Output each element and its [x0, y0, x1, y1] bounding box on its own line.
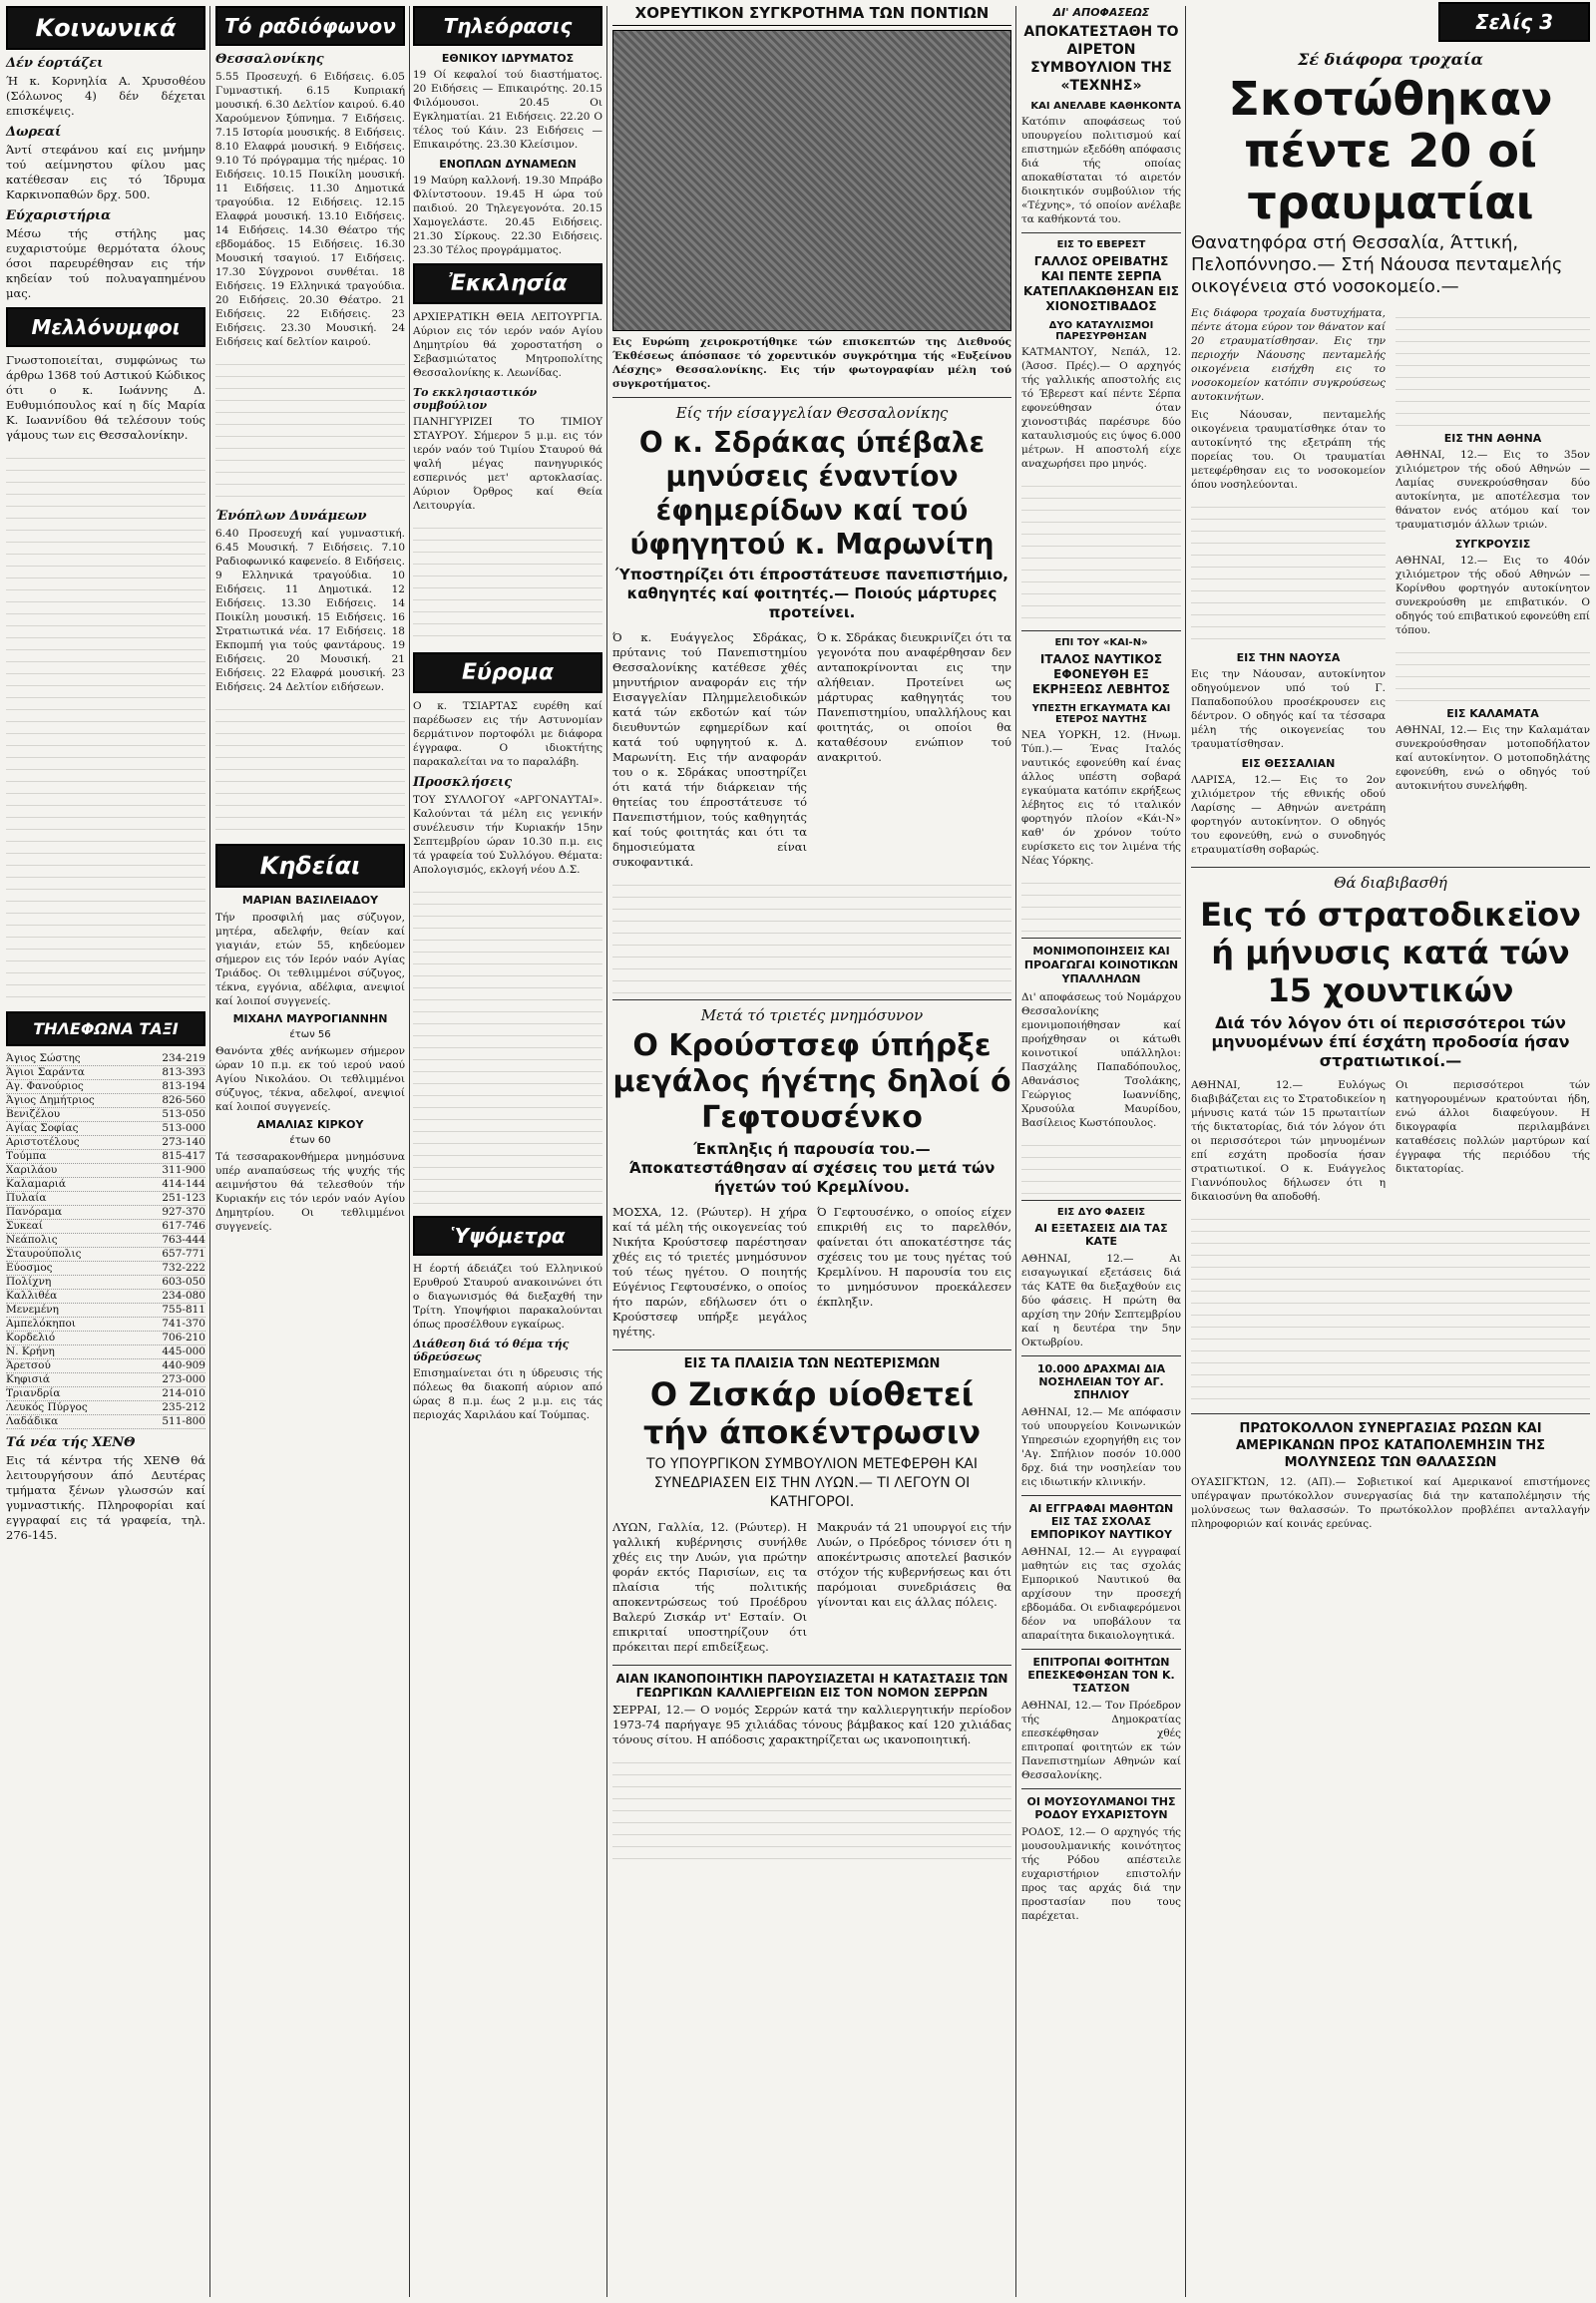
- article-headline: ΑΙ ΕΓΓΡΑΦΑΙ ΜΑΘΗΤΩΝ ΕΙΣ ΤΑΣ ΣΧΟΛΑΣ ΕΜΠΟΡΙΚΟΥ ΝΑΥΤΙΚΟΥ: [1028, 1502, 1174, 1541]
- article-text: Μακρυάν τά 21 υπουργοί εις τήν Λυών, ο Πρόεδρος τόνισεν ότι η αποκέντρωσις αποτελεί βασικόν στόχον τής κυβερνήσεως και ότι παρόμοιαι συνεδριάσεις θα γίνονται και εις άλλας πόλεις.: [817, 1520, 1011, 1609]
- article-headline: Εις τό στρατοδικεϊον ή μήνυσις κατά τών 15 χουντικών: [1200, 896, 1581, 1009]
- divider: [1021, 1649, 1181, 1650]
- article-text: ΜΟΣΧΑ, 12. (Ρώυτερ). Η χήρα καί τά μέλη τής οικογενείας τού Νικήτα Κρούστσεφ παρέστησαν χθές εις τό τριετές μνημόσυνον τού τέως ηγέτου. Ο ποιητής Εύγένιος Γεφτουσένκο, ο οποίος ήτο παρών, εδήλωσεν ότι ο Κρούστσεφ υπήρξε μεγάλος ηγέτης.: [612, 1205, 807, 1339]
- article-kicker: Σέ διάφορα τροχαία: [1298, 50, 1483, 69]
- article-kicker: ΕΙΣ ΔΥΟ ΦΑΣΕΙΣ: [1056, 1207, 1146, 1218]
- taxi-phone: 214-010: [162, 1387, 205, 1399]
- article-text: Ή κ. Κορνηλία Α. Χρυσοθέου (Σόλωνος 4) δέν δέχεται επισκέψεις.: [6, 74, 205, 118]
- article-headline: Ο Κρούστσεφ ύπήρξε μεγάλος ήγέτης δηλοί ό Γεφτουσένκο: [612, 1028, 1011, 1135]
- text-block-placeholder: [1396, 641, 1590, 701]
- taxi-row: [6, 1164, 205, 1178]
- taxi-phone: 815-417: [162, 1150, 205, 1162]
- article-kicker: Μετά τό τριετές μνημόσυνον: [700, 1006, 924, 1024]
- taxi-name: Αγίας Σοφίας: [6, 1122, 79, 1134]
- page-number-label: Σελίς 3: [1438, 2, 1590, 42]
- taxi-row: [6, 1192, 205, 1206]
- column-rule: [1015, 6, 1016, 2297]
- text-block-placeholder: [612, 1751, 1011, 1861]
- article-deck: ΤΟ ΥΠΟΥΡΓΙΚΟΝ ΣΥΜΒΟΥΛΙΟΝ ΜΕΤΕΦΕΡΘΗ ΚΑΙ ΣΥΝΕΔΡΙΑΣΕΝ ΕΙΣ ΤΗΝ ΛΥΩΝ.— ΤΙ ΛΕΓΟΥΝ ΟΙ ΚΑΤΗΓΟΡΟΙ.: [646, 1456, 978, 1510]
- text-block-placeholder: [612, 874, 1011, 993]
- taxi-name: Τούμπα: [6, 1150, 47, 1162]
- article-headline: ΑΠΟΚΑΤΕΣΤΑΘΗ ΤΟ ΑΙΡΕΤΟΝ ΣΥΜΒΟΥΛΙΟΝ ΤΗΣ «ΤΕΧΝΗΣ»: [1023, 24, 1179, 94]
- section-subhead: ΕΙΣ ΘΕΣΣΑΛΙΑΝ: [1241, 757, 1336, 770]
- section-subhead: ΕΝΟΠΛΩΝ ΔΥΝΑΜΕΩΝ: [439, 158, 577, 171]
- taxi-name: Λαδάδικα: [6, 1415, 59, 1427]
- article-text: Οι περισσότεροι τών κατηγορουμένων κρατούνται ήδη, ενώ άλλοι διαφεύγουν. Η δικογραφία περιλαμβάνει καταθέσεις πολλών μαρτύρων καί έγγραφα τής περιόδου τής δικτατορίας.: [1396, 1079, 1590, 1175]
- article-text: ΚΑΤΜΑΝΤΟΥ, Νεπάλ, 12. (Άσοσ. Πρές).— Ο αρχηγός τής γαλλικής αποστολής εις τό Έβερεστ καί πέντε Σέρπα εφονεύθησαν όταν χιονοστιβάς παρέσυρε δύο καταυλισμούς εις ύψος 6.000 μέτρων. Η αποστολή είχε αναχωρήσει προ μηνός.: [1021, 346, 1181, 470]
- divider: [1021, 1200, 1181, 1201]
- divider: [1021, 1788, 1181, 1789]
- text-block-placeholder: [1021, 1134, 1181, 1194]
- taxi-phone: 513-000: [162, 1122, 205, 1134]
- article-kicker: ΔΙ' ΑΠΟΦΑΣΕΩΣ: [1052, 6, 1150, 19]
- taxi-row: [6, 1332, 205, 1345]
- section-subhead: Το εκκλησιαστικόν συμβούλιον: [413, 386, 538, 412]
- taxi-name: Πυλαία: [6, 1192, 47, 1204]
- article-columns: [612, 630, 1011, 874]
- taxi-name: Καλλιθέα: [6, 1290, 58, 1302]
- text-block-placeholder: [1396, 306, 1590, 426]
- taxi-row: [6, 1359, 205, 1373]
- text-block-placeholder: [413, 517, 602, 646]
- article-text: Κατόπιν αποφάσεως τού υπουργείου πολιτισμού καί επιστημών εξεδόθη απόφασις διά τής οποίας αποκαθίσταται τό αιρετόν διοικητικόν συμβούλιον τής «Τέχνης», τό οποίον ανέλαβε τα καθήκοντά του.: [1021, 116, 1181, 225]
- divider: [1021, 630, 1181, 631]
- article-text: ΑΘΗΝΑΙ, 12.— Τον Πρόεδρον τής Δημοκρατίας επεσκέφθησαν χθές επιτροπαί φοιτητών εκ τών Πανεπιστημίων Αθηνών καί Θεσσαλονίκης.: [1021, 1700, 1181, 1781]
- section-subhead: ΕΘΝΙΚΟΥ ΙΔΡΥΜΑΤΟΣ: [441, 52, 575, 65]
- article-text: Τά τεσσαρακονθήμερα μνημόσυνα υπέρ αναπαύσεως τής ψυχής τής αειμνήστου θά τελεσθούν τήν Κυριακήν εις τόν ιερόν ναόν Αγίου Δημητρίου. Οι τεθλιμμένοι συγγενείς.: [215, 1151, 405, 1233]
- article-kicker: Θά διαβιβασθή: [1334, 874, 1447, 892]
- taxi-row: [6, 1290, 205, 1304]
- section-subhead: Δέν έορτάζει: [6, 56, 104, 71]
- taxi-phone: 440-909: [162, 1359, 205, 1371]
- taxi-name: Μενεμένη: [6, 1304, 59, 1316]
- text-block-placeholder: [413, 881, 602, 1210]
- column-6: [1191, 0, 1590, 2303]
- funerals-banner: Κηδείαι: [215, 844, 405, 888]
- article-headline: ΙΤΑΛΟΣ ΝΑΥΤΙΚΟΣ ΕΦΟΝΕΥΘΗ ΕΞ ΕΚΡΗΞΕΩΣ ΛΕΒΗΤΟΣ: [1032, 652, 1170, 696]
- taxi-name: Εύοσμος: [6, 1262, 53, 1274]
- taxi-phone: 513-050: [162, 1108, 205, 1120]
- taxi-name: Χαριλάου: [6, 1164, 58, 1176]
- article-text: Ό Γεφτουσένκο, ο οποίος είχεν επικριθή εις το παρελθόν, φαίνεται ότι αποκατέστησε τάς σχέσεις του με τους ηγέτας τού Κρεμλίνου. Η παρουσία του εις το μνημόσυνον προεκάλεσεν έκπληξιν.: [817, 1205, 1011, 1309]
- article-kicker: ΕΠΙ ΤΟΥ «ΚΑΙ-Ν»: [1054, 637, 1148, 648]
- article-text: ΤΟΥ ΣΥΛΛΟΓΟΥ «ΑΡΓΟΝΑΥΤΑΙ». Καλούνται τά μέλη εις γενικήν συνέλευσιν τήν Κυριακήν 15ην Σεπτεμβρίου ώραν 10.30 π.μ. εις τά γραφεία τού Συλλόγου. Θέματα: Απολογισμός, εκλογή νέου Δ.Σ.: [413, 794, 602, 876]
- section-subhead: Δωρεαί: [6, 125, 62, 140]
- church-banner: Ἐκκλησία: [413, 263, 602, 304]
- divider: [1191, 1413, 1590, 1414]
- taxi-phone: 741-370: [162, 1318, 205, 1330]
- text-block-placeholder: [6, 447, 205, 1005]
- taxi-phone: 927-370: [162, 1206, 205, 1218]
- taxi-phone: 657-771: [162, 1248, 205, 1260]
- article-headline: Ο Ζισκάρ υίοθετεί τήν άποκέντρωσιν: [642, 1375, 982, 1451]
- taxi-row: [6, 1318, 205, 1332]
- taxi-row: [6, 1387, 205, 1401]
- article-kicker: Είς τήν είσαγγελίαν Θεσσαλονίκης: [675, 404, 949, 422]
- section-subhead: ΕΙΣ ΚΑΛΑΜΑΤΑ: [1446, 707, 1539, 720]
- taxi-row: [6, 1415, 205, 1429]
- funeral-name: ΑΜΑΛΙΑΣ ΚΙΡΚΟΥ: [256, 1118, 364, 1131]
- article-columns: [1191, 1078, 1590, 1208]
- taxi-row: [6, 1373, 205, 1387]
- article-text: ΡΟΔΟΣ, 12.— Ο αρχηγός τής μουσουλμανικής κοινότητος τής Ρόδου απέστειλε ευχαριστήριον επιστολήν προς τας αρχάς διά την προστασίαν που τους παρέχεται.: [1021, 1826, 1181, 1922]
- article-headline: ΠΡΩΤΟΚΟΛΛΟΝ ΣΥΝΕΡΓΑΣΙΑΣ ΡΩΣΩΝ ΚΑΙ ΑΜΕΡΙΚΑΝΩΝ ΠΡΟΣ ΚΑΤΑΠΟΛΕΜΗΣΙΝ ΤΗΣ ΜΟΛΥΝΣΕΩΣ ΤΩΝ ΘΑΛΑΣΣΩΝ: [1235, 1421, 1546, 1470]
- taxi-phone: 813-194: [162, 1080, 205, 1092]
- taxi-phone: 763-444: [162, 1234, 205, 1246]
- article-text: ΑΘΗΝΑΙ, 12.— Εις το 35ον χιλιόμετρον τής οδού Αθηνών — Λαμίας συνεκρούσθησαν δύο αυτοκίνητα, με αποτέλεσμα τον θάνατον ενός ατόμου καί τον τραυματισμόν άλλων τριών.: [1396, 449, 1590, 531]
- article-text: ΑΡΧΙΕΡΑΤΙΚΗ ΘΕΙΑ ΛΕΙΤΟΥΡΓΙΑ. Αύριον εις τόν ιερόν ναόν Αγίου Δημητρίου θά χοροστατήση ο Σεβασμιώτατος Μητροπολίτης Θεσσαλονίκης κ. Λεωνίδας.: [413, 311, 602, 379]
- article-headline: Ο κ. Σδράκας ύπέβαλε μηνύσεις έναντίον έφημερίδων καί τού ύφηγητού κ. Μαρωνίτη: [629, 426, 995, 561]
- taxi-row: [6, 1206, 205, 1220]
- article-text: ΑΘΗΝΑΙ, 12.— Ευλόγως διαβιβάζεται εις το Στρατοδικείον η μήνυσις κατά τών 15 πρωταιτίων τής δικτατορίας, διά τόν λόγον ότι οι περισσότεροι τών μηνυομένων επί εσχάτη προδοσία ήσαν στρατιωτικοί. Ο κ. Ευάγγελος Γιαννόπουλος δήλωσεν ότι η δικαιοσύνη θα αποδοθή.: [1191, 1079, 1386, 1203]
- engaged-banner: Μελλόνυμφοι: [6, 307, 205, 347]
- article-text: 5.55 Προσευχή. 6 Ειδήσεις. 6.05 Γυμναστική. 6.15 Κυπριακή μουσική. 6.30 Δελτίον καιρού. 6.40 Χαρούμενον ξύπνημα. 7 Ειδήσεις. 7.15 Ιστορία μουσικής. 8 Ειδήσεις. 8.10 Ελαφρά μουσική. 9 Ειδήσεις. 9.10 Τό πρόγραμμα τής ημέρας. 10 Ειδήσεις. 10.15 Ποικίλη μουσική. 11 Ειδήσεις. 11.30 Δημοτικά τραγούδια. 12 Ειδήσεις. 12.15 Ελαφρά μουσική. 13.10 Ειδήσεις. 14 Ειδήσεις. 14.30 Θέατρο τής εβδομάδος. 15 Ειδήσεις. 16.30 Μουσική τσαγιού. 17 Ειδήσεις. 17.30 Σύγχρονοι συνθέται. 18 Ειδήσεις. 19 Ελληνικά τραγούδια. 20 Ειδήσεις. 20.30 Θέατρο. 21 Ειδήσεις. 22 Ειδήσεις. 23 Ειδήσεις. 23.30 Μουσική. 24 Ειδήσεις καί δελτίον καιρού.: [215, 71, 405, 348]
- article-headline: ΜΟΝΙΜΟΠΟΙΗΣΕΙΣ ΚΑΙ ΠΡΟΑΓΩΓΑΙ ΚΟΙΝΟΤΙΚΩΝ ΥΠΑΛΛΗΛΩΝ: [1023, 945, 1179, 985]
- photo-title: ΧΟΡΕΥΤΙΚΟΝ ΣΥΓΚΡΟΤΗΜΑ ΤΩΝ ΠΟΝΤΙΩΝ: [612, 4, 1011, 26]
- section-subhead: ΕΙΣ ΤΗΝ ΝΑΟΥΣΑ: [1236, 651, 1341, 664]
- article-kicker: ΕΙΣ ΤΟ ΕΒΕΡΕΣΤ: [1056, 239, 1146, 250]
- taxi-phone: 706-210: [162, 1332, 205, 1343]
- taxi-row: [6, 1304, 205, 1318]
- article-headline: ΟΙ ΜΟΥΣΟΥΛΜΑΝΟΙ ΤΗΣ ΡΟΔΟΥ ΕΥΧΑΡΙΣΤΟΥΝ: [1026, 1795, 1176, 1821]
- taxi-name: Τριανδρία: [6, 1387, 61, 1399]
- divider: [1191, 867, 1590, 868]
- divider: [612, 397, 1011, 398]
- article-text: Η έορτή άδειάζει τού Ελληνικού Ερυθρού Σταυρού ανακοινώνει ότι ο διαγωνισμός θά διεξαχθή την Τρίτη. Υποψήφιοι παρακαλούνται όπως προσέλθουν εγκαίρως.: [413, 1263, 602, 1331]
- center-column: [612, 0, 1011, 2303]
- article-text: ΑΘΗΝΑΙ, 12.— Αι εισαγωγικαί εξετάσεις διά τάς ΚΑΤΕ θα διεξαχθούν εις δύο φάσεις. Η πρώτη θα αρχίση την 20ήν Σεπτεμβρίου καί η δευτέρα την 5ην Οκτωβρίου.: [1021, 1253, 1181, 1348]
- taxi-row: [6, 1136, 205, 1150]
- column-rule: [209, 6, 210, 2297]
- altitude-banner: Ὑψόμετρα: [413, 1216, 602, 1256]
- taxi-phone: 813-393: [162, 1066, 205, 1078]
- main-headline: Σκοτώθηκαν πέντε 20 οί τραυματίαι: [1228, 72, 1553, 229]
- taxi-row: [6, 1178, 205, 1192]
- taxi-phone: 273-140: [162, 1136, 205, 1148]
- section-subhead: Προσκλήσεις: [413, 775, 513, 790]
- article-kicker: ΕΙΣ ΤΑ ΠΛΑΙΣΙΑ ΤΩΝ ΝΕΩΤΕΡΙΣΜΩΝ: [683, 1356, 941, 1371]
- text-block-placeholder: [1191, 496, 1386, 645]
- article-text: Εις την Νάουσαν, αυτοκίνητον οδηγούμενον υπό τού Γ. Παπαδοπούλου προσέκρουσεν εις δέντρον. Ο οδηγός καί τα τέσσαρα μέλη τής οικογενείας του τραυματίσθησαν.: [1191, 668, 1386, 750]
- article-columns: [612, 1205, 1011, 1343]
- taxi-name: Άγιος Σώστης: [6, 1052, 81, 1064]
- funeral-age: έτων 60: [289, 1135, 331, 1146]
- column-5: [1021, 0, 1181, 2303]
- taxi-row: [6, 1262, 205, 1276]
- article-subcolumn: [1191, 306, 1386, 861]
- taxi-row: [6, 1150, 205, 1164]
- divider: [612, 1349, 1011, 1350]
- taxi-name: Πανόραμα: [6, 1206, 63, 1218]
- taxi-table: [6, 1052, 205, 1429]
- taxi-row: [6, 1276, 205, 1290]
- taxi-phone: 414-144: [162, 1178, 205, 1190]
- found-banner: Εύρομα: [413, 652, 602, 693]
- section-subhead: Εύχαριστήρια: [6, 208, 112, 223]
- divider: [612, 1665, 1011, 1666]
- article-text: Εις διάφορα τροχαία δυστυχήματα, πέντε άτομα εύρον τον θάνατον καί 20 ετραυματίσθησαν. Εις την περιοχήν Νάουσης πενταμελής οικογένεια εισήχθη εις το νοσοκομείον κατόπιν συγκρούσεως αυτοκινήτων.: [1191, 307, 1386, 403]
- article-text: 6.40 Προσευχή καί γυμναστική. 6.45 Μουσική. 7 Ειδήσεις. 7.10 Ραδιοφωνικό καφενείο. 8 Ειδήσεις. 9 Ελληνικά τραγούδια. 10 Ειδήσεις. 11 Δημοτικά. 12 Ειδήσεις. 13.30 Ειδήσεις. 14 Ποικίλη μουσική. 15 Ειδήσεις. 16 Στρατιωτικά νέα. 17 Ειδήσεις. 18 Εκπομπή για τούς φαντάρους. 19 Ειδήσεις. 20 Μουσική. 21 Ειδήσεις. 22 Ελαφρά μουσική. 23 Ειδήσεις. 24 Δελτίον ειδήσεων.: [215, 528, 405, 693]
- article-text: ΑΘΗΝΑΙ, 12.— Εις το 40όν χιλιόμετρον τής οδού Αθηνών — Κορίνθου φορτηγόν αυτοκίνητον συνεκρούσθη με επιβατικόν. Ο οδηγός τού επιβατικού εφονεύθη επί τόπου.: [1396, 555, 1590, 636]
- taxi-phone: 273-000: [162, 1373, 205, 1385]
- taxi-name: Συκεαί: [6, 1220, 44, 1232]
- article-text: Ό κ. Σδράκας διευκρινίζει ότι τα γεγονότα που αναφέρθησαν δεν ανταποκρίνονται εις την αλήθειαν. Προτείνει ως μάρτυρας καθηγητάς του Πανεπιστημίου, υπαλλήλους και φοιτητάς, οι οποίοι θα καταθέσουν ενώπιον τού ανακριτού.: [817, 630, 1011, 764]
- taxi-row: [6, 1248, 205, 1262]
- taxi-row: [6, 1345, 205, 1359]
- taxi-name: Νεάπολις: [6, 1234, 58, 1246]
- article-deck: Ύποστηρίζει ότι έπροστάτευσε πανεπιστήμιο, καθηγητές καί φοιτητές.— Ποιούς μάρτυρες προτείνει.: [615, 566, 1008, 621]
- article-sub: ΥΠΕΣΤΗ ΕΓΚΑΥΜΑΤΑ ΚΑΙ ΕΤΕΡΟΣ ΝΑΥΤΗΣ: [1031, 703, 1171, 725]
- article-text: Δι' αποφάσεως τού Νομάρχου Θεσσαλονίκης εμονιμοποιήθησαν καί προήχθησαν οι κάτωθι κοινοτικοί υπάλληλοι: Πασχάλης Παπαδόπουλος, Αθανάσιος Τσολάκης, Γεώργιος Ιωαννίδης, Χρυσούλα Μαυρίδου, Βασίλειος Κωστόπουλος.: [1021, 991, 1181, 1129]
- taxi-name: Πολίχνη: [6, 1276, 52, 1288]
- section-subhead: ΣΥΓΚΡΟΥΣΙΣ: [1454, 538, 1531, 551]
- taxi-phone: 755-811: [162, 1304, 205, 1316]
- article-text: Εις Νάουσαν, πενταμελής οικογένεια τραυματίσθηκε όταν το αυτοκίνητό της εξετράπη τής πορείας του. Οι τραυματίαι μετεφέρθησαν εις το νοσοκομείον όπου νοσηλεύονται.: [1191, 409, 1386, 491]
- taxi-row: [6, 1122, 205, 1136]
- taxi-name: Κορδελιό: [6, 1332, 56, 1343]
- article-text: Τήν προσφιλή μας σύζυγον, μητέρα, αδελφήν, θείαν καί γιαγιάν, ετών 55, κηδεύομεν σήμερον εις τόν Ιερόν ναόν Αγίας Τριάδος. Οι τεθλιμμένοι σύζυγος, τέκνα, εγγόνια, αδέλφια, ανεψιοί καί λοιποί συγγενείς.: [215, 912, 405, 1007]
- column-rule: [606, 6, 607, 2297]
- divider: [1021, 1355, 1181, 1356]
- taxi-phone: 617-746: [162, 1220, 205, 1232]
- taxi-phone: 235-212: [162, 1401, 205, 1413]
- column-3: [413, 0, 602, 2303]
- article-headline: 10.000 ΔΡΑΧΜΑΙ ΔΙΑ ΝΟΣΗΛΕΙΑΝ ΤΟΥ ΑΓ. ΣΠΗΛΙΟΥ: [1036, 1362, 1166, 1401]
- section-subhead: Θεσσαλονίκης: [215, 52, 324, 67]
- article-text: ΣΕΡΡΑΙ, 12.— Ο νομός Σερρών κατά την καλλιεργητικήν περίοδον 1973-74 παρήγαγε 95 χιλιάδας τόνους βάμβακος καί 120 χιλιάδας τόνους σίτου. Η απόδοσις χαρακτηρίζεται ως ικανοποιητική.: [612, 1703, 1011, 1746]
- divider: [612, 999, 1011, 1000]
- divider: [1021, 232, 1181, 233]
- page-label-wrap: [1191, 0, 1590, 44]
- taxi-name: Κηφισιά: [6, 1373, 50, 1385]
- text-block-placeholder: [1191, 1208, 1590, 1407]
- funeral-age: έτων 56: [289, 1029, 331, 1040]
- column-1: [6, 0, 205, 2303]
- taxi-row: [6, 1220, 205, 1234]
- article-text: Επισημαίνεται ότι η ύδρευσις τής πόλεως θα διακοπή αύριον από ώρας 8 π.μ. έως 2 μ.μ. εις τάς περιοχάς Χαριλάου καί Τούμπας.: [413, 1367, 602, 1421]
- article-text: ΛΑΡΙΣΑ, 12.— Εις το 2ον χιλιόμετρον τής εθνικής οδού Λαρίσης — Αθηνών ανετράπη φορτηγόν αυτοκίνητον. Ο οδηγός του εφονεύθη, ενώ ο συνοδηγός ετραυματίσθη σοβαρώς.: [1191, 774, 1386, 856]
- funeral-name: ΜΑΡΙΑΝ ΒΑΣΙΛΕΙΑΔΟΥ: [241, 894, 379, 907]
- taxi-row: [6, 1401, 205, 1415]
- taxi-phone: 234-080: [162, 1290, 205, 1302]
- article-deck: Διά τόν λόγον ότι οί περισσότεροι τών μηνυομένων έπί έσχάτη προδοσία ήσαν στρατιωτικοί.—: [1211, 1013, 1570, 1070]
- article-text: ΝΕΑ ΥΟΡΚΗ, 12. (Ηνωμ. Τύπ.).— Ένας Ιταλός ναυτικός εφονεύθη καί ένας άλλος υπέστη σοβαρά εγκαύματα κατόπιν εκρήξεως λέβητος εις τό ιταλικόν φορτηγόν πλοίον «Κάι-Ν» καθ' όν χρόνον τούτο ευρίσκετο εις τον λιμένα τής Νέας Υόρκης.: [1021, 729, 1181, 867]
- taxi-name: Σταυρούπολις: [6, 1248, 82, 1260]
- article-text: 19 Μαύρη καλλονή. 19.30 Μπράβο Φλίντστοουν. 19.45 Η ώρα τού παιδιού. 20 Τηλεγεγονότα. 20.15 Χαμογελάστε. 20.45 Ειδήσεις. 21.30 Σίρκους. 22.30 Ειδήσεις. 23.30 Τέλος προγράμματος.: [413, 175, 602, 256]
- section-subhead: ΕΙΣ ΤΗΝ ΑΘΗΝΑ: [1443, 432, 1542, 445]
- article-sub: ΔΥΟ ΚΑΤΑΥΛΙΣΜΟΙ ΠΑΡΕΣΥΡΘΗΣΑΝ: [1048, 320, 1154, 342]
- column-rule: [409, 6, 410, 2297]
- article-columns: [1191, 306, 1590, 861]
- taxi-row: [6, 1108, 205, 1122]
- taxi-row: [6, 1080, 205, 1094]
- article-text: 19 Οί κεφαλοί τού διαστήματος. 20 Ειδήσεις — Επικαιρότης. 20.15 Φιλόμουσοι. 20.45 Οι Εγκληματίαι. 21 Ειδήσεις. 22.20 Ο τέλος τού Κάιν. 23 Ειδήσεις — Επικαιρότης. 23.30 Κλείσιμον.: [413, 69, 602, 151]
- taxi-name: Καλαμαριά: [6, 1178, 66, 1190]
- article-text: ΟΥΑΣΙΓΚΤΩΝ, 12. (ΑΠ).— Σοβιετικοί καί Αμερικανοί επιστήμονες υπέγραψαν πρωτόκολλον συνεργασίας διά την καταπολέμησιν τής μολύνσεως των θαλασσών. Το πρωτόκολλον προβλέπει ανταλλαγήν πληροφοριών καί κοινάς ερεύνας.: [1191, 1476, 1590, 1530]
- taxi-row: [6, 1094, 205, 1108]
- radio-banner: Τό ραδιόφωνον: [215, 6, 405, 46]
- article-columns: [612, 1520, 1011, 1659]
- taxi-phone: 234-219: [162, 1052, 205, 1064]
- taxi-name: Ν. Κρήνη: [6, 1345, 55, 1357]
- taxi-name: Άγιοι Σαράντα: [6, 1066, 85, 1078]
- taxi-phone: 732-222: [162, 1262, 205, 1274]
- text-block-placeholder: [215, 353, 405, 503]
- funeral-name: ΜΙΧΑΗΛ ΜΑΥΡΟΓΙΑΝΝΗΝ: [232, 1012, 388, 1025]
- taxi-phone: 251-123: [162, 1192, 205, 1204]
- dance-group-photo: [612, 30, 1011, 331]
- taxi-name: Λευκός Πύργος: [6, 1401, 88, 1413]
- section-subhead: Ένόπλων Δυνάμεων: [215, 509, 367, 524]
- taxi-table-title: ΤΗΛΕΦΩΝΑ ΤΑΞΙ: [6, 1011, 205, 1046]
- divider: [1021, 1495, 1181, 1496]
- article-text: Θανόντα χθές ανήκωμεν σήμερον ώραν 10 π.μ. εκ τού ιερού ναού Αγίου Νικολάου. Οι τεθλιμμένοι σύζυγος, τέκνα, αδελφοί, ανεψιοί καί λοιποί συγγενείς.: [215, 1045, 405, 1113]
- article-text: Ό κ. Ευάγγελος Σδράκας, πρύτανις τού Πανεπιστημίου Θεσσαλονίκης κατέθεσε χθές μηνυτήριον αναφοράν εις τήν Εισαγγελίαν Πλημμελειοδικών κατά τών εκδοτών καί τών διευθυντών εφημερίδων καί κατά τού υφηγητού κ. Δ. Μαρωνίτη. Εις τήν αναφοράν του ο κ. Σδράκας υποστηρίζει ότι κατά τήν διάρκειαν τής θητείας του έπροστάτευσε τό Πανεπιστήμιον, τούς καθηγητάς καί τούς φοιτητάς και ότι τα δημοσιεύματα είναι συκοφαντικά.: [612, 630, 807, 869]
- taxi-name: Άγιος Δημήτριος: [6, 1094, 95, 1106]
- taxi-name: Αγ. Φανούριος: [6, 1080, 84, 1092]
- taxi-row: [6, 1052, 205, 1066]
- divider: [1021, 938, 1181, 939]
- article-text: ΑΘΗΝΑΙ, 12.— Με απόφασιν τού υπουργείου Κοινωνικών Υπηρεσιών εχορηγήθη εις τον 'Αγ. Σπήλιον ποσόν 10.000 δρχ. διά την νοσηλείαν του εις ιδιωτικήν κλινικήν.: [1021, 1406, 1181, 1488]
- article-text: Γνωστοποιείται, συμφώνως τω άρθρω 1368 τού Αστικού Κώδικος ότι ο κ. Ιωάννης Δ. Ευθυμιόπουλος καί η δίς Μαρία Κ. Ιωαννίδου θά τελέσουν τούς γάμους των εις Θεσσαλονίκην.: [6, 353, 205, 442]
- xeno-title: Τά νέα τής ΧΕΝΘ: [6, 1435, 136, 1450]
- taxi-phone: 603-050: [162, 1276, 205, 1288]
- section-subhead: Διάθεση διά τό θέμα τής ύδρεύσεως: [413, 1338, 570, 1363]
- text-block-placeholder: [1021, 872, 1181, 932]
- article-deck: Έκπληξις ή παρουσία του.— Άποκατεστάθησαν αί σχέσεις του μετά τών ήγετών τού Κρεμλίνου.: [628, 1140, 996, 1196]
- taxi-phone: 826-560: [162, 1094, 205, 1106]
- article-subcolumn: [1396, 306, 1590, 861]
- article-text: ΠΑΝΗΓΥΡΙΖΕΙ ΤΟ ΤΙΜΙΟΥ ΣΤΑΥΡΟΥ. Σήμερον 5 μ.μ. εις τόν ιερόν ναόν τού Τιμίου Σταυρού θά ψαλή μέγας πανηγυρικός εσπερινός μετ' αρτοκλασίας. Αύριον Όρθρος καί Θεία Λειτουργία.: [413, 416, 602, 512]
- taxi-phone: 311-900: [162, 1164, 205, 1176]
- social-banner: Κοινωνικά: [6, 6, 205, 50]
- article-text: ΛΥΩΝ, Γαλλία, 12. (Ρώυτερ). Η γαλλική κυβέρνησις συνήλθε χθές εις την Λυών, για πρώτην φοράν εκτός Παρισίων, εις τα πλαίσια τής πολιτικής αποκεντρώσεως τού Προέδρου Βαλερύ Ζισκάρ ντ' Εσταίν. Οι επικριταί υποστηρίζουν ότι πρόκειται περί επιδείξεως.: [612, 1520, 807, 1654]
- photo-caption: Εις Ευρώπη χειροκροτήθηκε τών επισκεπτών της Διεθνούς Έκθέσεως άπόσπασε τό χορευτικόν συγκρότημα τής «Ευξείνου Λέσχης» Θεσσαλονίκης. Εις τήν φωτογραφίαν μέλη τού συγκροτήματος.: [612, 336, 1011, 390]
- taxi-name: Βενιζέλου: [6, 1108, 61, 1120]
- text-block-placeholder: [215, 698, 405, 838]
- article-text: ΑΘΗΝΑΙ, 12.— Εις την Καλαμάταν συνεκρούσθησαν μοτοποδήλατον καί αυτοκίνητον. Ο μοτοποδηλάτης εφονεύθη, ενώ ο οδηγός τού αυτοκινήτου συνελήφθη.: [1396, 724, 1590, 792]
- taxi-row: [6, 1234, 205, 1248]
- article-text: Εις τά κέντρα τής ΧΕΝΘ θά λειτουργήσουν άπό Δευτέρας τμήματα ξένων γλωσσών καί γυμναστικής. Πληροφορίαι καί εγγραφαί εις τά γραφεία, τηλ. 276-145.: [6, 1453, 205, 1542]
- column-rule: [1185, 6, 1186, 2297]
- taxi-name: Αμπελόκηποι: [6, 1318, 76, 1330]
- column-2: [215, 0, 405, 2303]
- taxi-row: [6, 1066, 205, 1080]
- taxi-name: Αριστοτέλους: [6, 1136, 80, 1148]
- article-kicker: ΑΙΑΝ ΙΚΑΝΟΠΟΙΗΤΙΚΗ ΠΑΡΟΥΣΙΑΖΕΤΑΙ Η ΚΑΤΑΣΤΑΣΙΣ ΤΩΝ ΓΕΩΡΓΙΚΩΝ ΚΑΛΛΙΕΡΓΕΙΩΝ ΕΙΣ ΤΟΝ ΝΟΜΟΝ ΣΕΡΡΩΝ: [615, 1672, 1008, 1700]
- article-sub: ΚΑΙ ΑΝΕΛΑΒΕ ΚΑΘΗΚΟΝΤΑ: [1030, 101, 1181, 112]
- taxi-phone: 511-800: [162, 1415, 205, 1427]
- text-block-placeholder: [1021, 475, 1181, 624]
- article-text: Μέσω τής στήλης μας ευχαριστούμε θερμότατα όλους όσοι παρευρέθησαν εις τήν κηδείαν τού πολυαγαπημένου μας.: [6, 226, 205, 300]
- article-headline: ΓΑΛΛΟΣ ΟΡΕΙΒΑΤΗΣ ΚΑΙ ΠΕΝΤΕ ΣΕΡΠΑ ΚΑΤΕΠΛΑΚΩΘΗΣΑΝ ΕΙΣ ΧΙΟΝΟΣΤΙΒΑΔΟΣ: [1023, 254, 1179, 313]
- main-deck: Θανατηφόρα στή Θεσσαλία, Άττική, Πελοπόννησο.— Στή Νάουσα πενταμελής οικογένεια στό νοσοκομείο.—: [1191, 232, 1563, 297]
- article-headline: ΕΠΙΤΡΟΠΑΙ ΦΟΙΤΗΤΩΝ ΕΠΕΣΚΕΦΘΗΣΑΝ ΤΟΝ Κ. ΤΣΑΤΣΟΝ: [1027, 1656, 1175, 1695]
- tv-banner: Τηλεόρασις: [413, 6, 602, 46]
- article-text: Άντί στεφάνου καί εις μνήμην τού αείμνηστου φίλου μας κατέθεσαν εις τό Ίδρυμα Καρκινοπαθών δρχ. 500.: [6, 143, 205, 201]
- article-text: ΑΘΗΝΑΙ, 12.— Αι εγγραφαί μαθητών εις τας σχολάς Εμπορικού Ναυτικού θα αρχίσουν την προσεχή εβδομάδα. Οι ενδιαφερόμενοι δέον να υποβάλουν τα απαραίτητα δικαιολογητικά.: [1021, 1546, 1181, 1642]
- taxi-name: Άρετσού: [6, 1359, 51, 1371]
- article-headline: ΑΙ ΕΞΕΤΑΣΕΙΣ ΔΙΑ ΤΑΣ ΚΑΤΕ: [1034, 1222, 1168, 1248]
- taxi-phone: 445-000: [162, 1345, 205, 1357]
- article-text: Ο κ. ΤΣΙΑΡΤΑΣ ευρέθη καί παρέδωσεν εις τήν Αστυνομίαν δερμάτινον πορτοφόλι με διάφορα έγγραφα. Ο ιδιοκτήτης παρακαλείται να το παραλάβη.: [413, 700, 602, 768]
